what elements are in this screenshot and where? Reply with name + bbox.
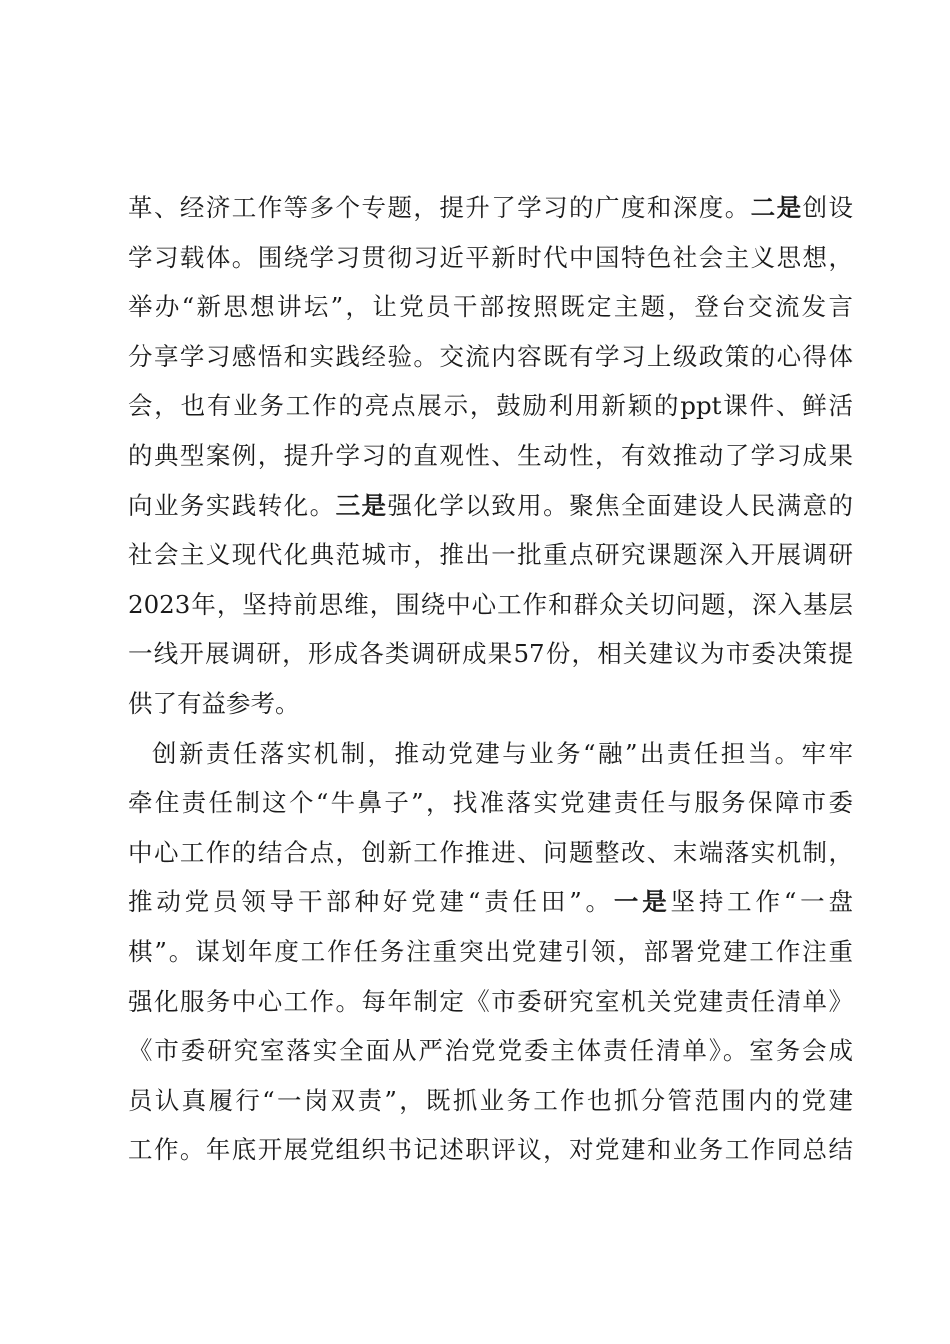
text-line [128, 332, 853, 382]
text-line [128, 927, 853, 977]
text-run: 举办“新思想讲坛”，让党员干部按照既定主题，登台交流发言 [128, 292, 853, 322]
text-run: 强化服务中心工作。每年制定《市委研究室机关党建责任清单》 [128, 986, 853, 1016]
text-run: 牵住责任制这个“牛鼻子”，找准落实党建责任与服务保障市委 [128, 788, 853, 818]
text-line [128, 431, 853, 481]
text-run: 会，也有业务工作的亮点展示，鼓励利用新颖的ppt课件、鲜活 [128, 391, 853, 421]
text-run: 分享学习感悟和实践经验。交流内容既有学习上级政策的心得体 [128, 341, 853, 371]
text-run: 坚持工作“一盘 [670, 887, 853, 917]
text-run: 的典型案例，提升学习的直观性、生动性，有效推动了学习成果 [128, 440, 853, 470]
text-line [128, 580, 853, 630]
text-line [128, 828, 853, 878]
text-line [128, 1076, 853, 1126]
text-run: 供了有益参考。 [128, 688, 300, 718]
text-run: 社会主义现代化典范城市，推出一批重点研究课题深入开展调研 [128, 540, 853, 570]
text-run: 革、经济工作等多个专题，提升了学习的广度和深度。 [128, 193, 751, 222]
text-line [128, 481, 853, 531]
text-line [128, 1125, 853, 1175]
text-line [128, 381, 853, 431]
text-run: 工作。年底开展党组织书记述职评议，对党建和业务工作同总结 [128, 1135, 853, 1165]
text-run: 棋”。谋划年度工作任务注重突出党建引领，部署党建工作注重 [128, 936, 853, 966]
text-line [128, 233, 853, 283]
text-line [128, 282, 853, 332]
text-line [128, 629, 853, 679]
text-run: 《市委研究室落实全面从严治党党委主体责任清单》。室务会成 [128, 1036, 853, 1066]
text-run: 员认真履行“一岗双责”，既抓业务工作也抓分管范围内的党建 [128, 1085, 853, 1115]
text-line [128, 977, 853, 1027]
text-line [128, 1026, 853, 1076]
bold-ordinal: 二是 [750, 193, 803, 222]
text-run: 创设 [802, 193, 854, 222]
body-text [128, 183, 853, 1175]
text-run: 推动党员领导干部种好党建“责任田”。 [128, 887, 614, 917]
bold-ordinal: 一是 [613, 887, 671, 917]
text-run: 一线开展调研，形成各类调研成果57份，相关建议为市委决策提 [128, 639, 853, 669]
text-line [128, 729, 853, 779]
text-line [128, 778, 853, 828]
bold-ordinal: 三是 [335, 490, 388, 520]
text-line [128, 183, 853, 233]
text-line [128, 877, 853, 927]
text-run: 中心工作的结合点，创新工作推进、问题整改、末端落实机制， [128, 837, 853, 867]
text-run: 学习载体。围绕学习贯彻习近平新时代中国特色社会主义思想， [128, 242, 853, 272]
text-line [128, 679, 853, 729]
text-run: 强化学以致用。聚焦全面建设人民满意的 [387, 490, 854, 520]
text-run: 向业务实践转化。 [128, 490, 336, 520]
text-run: 2023年，坚持前思维，围绕中心工作和群众关切问题，深入基层 [128, 589, 853, 619]
text-run: 创新责任落实机制，推动党建与业务“融”出责任担当。牢牢 [152, 738, 853, 768]
text-line [128, 530, 853, 580]
